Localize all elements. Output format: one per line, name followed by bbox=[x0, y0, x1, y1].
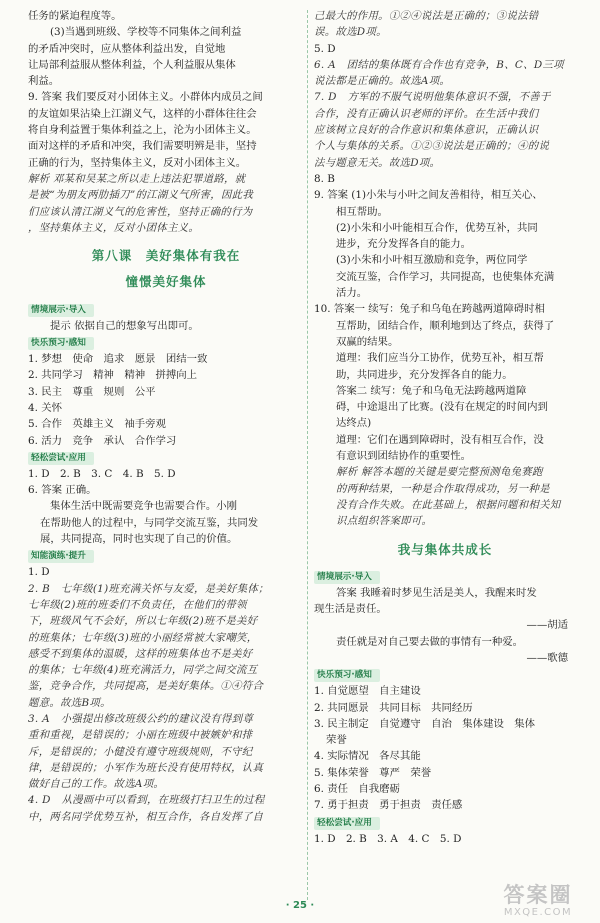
watermark-url: MXQE.COM bbox=[503, 907, 573, 918]
q9-answer-line: 正确的行为，坚持集体主义，反对小团体主义。 bbox=[28, 156, 247, 169]
section-title: 憧憬美好集体 bbox=[125, 274, 207, 290]
q9-answer-line: 活力。 bbox=[336, 287, 368, 300]
q10-answer-line: 达终点) bbox=[336, 417, 372, 430]
section-title: 我与集体共成长 bbox=[397, 541, 493, 557]
drill-line: 4. D 从漫画中可以看到，在班级打扫卫生的过程 bbox=[28, 794, 265, 807]
intro-line: 答案 我睡着时梦见生活是美人，我醒来时发 bbox=[336, 586, 537, 599]
q6-answer-line: 集体生活中既需要竞争也需要合作。小刚 bbox=[50, 500, 238, 513]
q5-answer: 5. D bbox=[314, 42, 336, 55]
q9-answer-line: 9. 答案 我们要反对小团体主义。小群体内成员之间 bbox=[28, 91, 263, 104]
preview-line: 1. 梦想 使命 追求 愿景 团结一致 bbox=[28, 353, 208, 366]
drill-line: 的班集体；七年级(3)班的小丽经常被大家嘲笑， bbox=[28, 631, 258, 644]
q9-answer-line: 将自身利益置于集体利益之上，沦为小团体主义。 bbox=[28, 124, 257, 137]
drill-line: 下，班级风气不会好，所以七年级(2)班不是美好 bbox=[28, 615, 258, 628]
section-tag-intro: 情境展示·导入 bbox=[314, 571, 380, 584]
section-tag-preview: 快乐预习·感知 bbox=[314, 669, 380, 682]
q6-answer-line: 展，共同提高，同时也实现了自己的价值。 bbox=[40, 533, 238, 546]
lesson-title: 第八课 美好集体有我在 bbox=[91, 248, 241, 264]
q8-answer: 8. B bbox=[314, 172, 335, 185]
q9-answer-line: 9. 答案 (1)小朱与小叶之间友善相待，相互关心、 bbox=[314, 189, 543, 202]
q9-answer-line: 面对这样的矛盾和冲突，我们需要明辨是非，坚持 bbox=[28, 140, 257, 153]
text-line: (3)当遇到班级、学校等不同集体之间利益 bbox=[50, 26, 242, 39]
quote-line: 责任就是对自己要去做的事情有一种爱。 bbox=[336, 635, 524, 648]
drill-line: 的集体；七年级(4)班充满活力，同学之间交流互 bbox=[28, 664, 258, 677]
q10-answer-line: 答案二 续写：兔子和乌龟无法跨越两道障 bbox=[336, 384, 527, 397]
section-tag-intro: 情境展示·导入 bbox=[28, 304, 94, 317]
preview-line: 6. 活力 竞争 承认 合作学习 bbox=[28, 434, 177, 447]
text-line: 利益。 bbox=[28, 75, 60, 88]
preview-line: 2. 共同愿景 共同目标 共同经历 bbox=[314, 701, 473, 714]
q9-analysis-line: 是被“为朋友两肋插刀”的江湖义气所害，因此我 bbox=[28, 189, 254, 202]
q9-answer-line: (3)小朱和小叶相互激励和竞争，两位同学 bbox=[336, 254, 528, 267]
drill-line: 中，两名同学优势互补，相互合作，各自发挥了自 bbox=[28, 810, 264, 823]
drill-line: 七年级(2)班的班委们不负责任，在他们的带领 bbox=[28, 598, 247, 611]
drill-line: 律，是错误的；小军作为班长没有使用特权，认真 bbox=[28, 761, 264, 774]
try-answers: 1. D 2. B 3. A 4. C 5. D bbox=[314, 832, 462, 845]
q10-answer-line: 道理：我们应当分工协作，优势互补，相互帮 bbox=[336, 352, 544, 365]
drill-line: 感受不到集体的温暖，这样的班集体也不是美好 bbox=[28, 647, 253, 660]
q9-answer-line: 的友谊如果沾染上江湖义气，这样的小群体往往会 bbox=[28, 107, 257, 120]
preview-line: 6. 责任 自我磨砺 bbox=[314, 783, 400, 796]
section-tag-preview: 快乐预习·感知 bbox=[28, 337, 94, 350]
q10-answer-line: 有意识到团结协作的重要性。 bbox=[336, 450, 472, 463]
drill-line: 3. A 小强提出修改班级公约的建议没有得到尊 bbox=[28, 712, 254, 725]
q7-answer-line: 法与题意无关。故选D项。 bbox=[314, 156, 441, 169]
preview-line: 1. 自觉愿望 自主建设 bbox=[314, 685, 421, 698]
section-tag-try: 轻松尝试·应用 bbox=[28, 452, 94, 465]
watermark-logo bbox=[482, 883, 594, 919]
q9-answer-line: (2)小朱和小叶能相互合作，优势互补，共同 bbox=[336, 221, 538, 234]
drill-line: 鉴，竞争合作，共同提高，是美好集体。①④符合 bbox=[28, 680, 264, 693]
text-line: 误。故选D项。 bbox=[314, 26, 387, 39]
intro-line: 现生活是责任。 bbox=[314, 603, 387, 616]
preview-line: 7. 勇于担责 勇于担责 责任感 bbox=[314, 799, 463, 812]
q9-analysis-line: 们应该认清江湖义气的危害性，坚持正确的行为 bbox=[28, 205, 253, 218]
preview-line: 2. 共同学习 精神 精神 拼搏向上 bbox=[28, 369, 198, 382]
drill-line: 2. B 七年级(1)班充满关怀与友爱，是美好集体； bbox=[28, 582, 269, 595]
section-tag-try: 轻松尝试·应用 bbox=[314, 817, 380, 830]
q10-answer-line: 道理：它们在遇到障碍时，没有相互合作，没 bbox=[336, 433, 544, 446]
drill-line: 做好自己的工作。故选A项。 bbox=[28, 778, 165, 791]
drill-line: 斥，是错误的；小健没有遵守班级规则，不守纪 bbox=[28, 745, 253, 758]
q10-analysis-line: 没有合作失败。在此基础上，根据问题和相关知 bbox=[336, 498, 561, 511]
q10-analysis-line: 识点组织答案即可。 bbox=[336, 515, 433, 528]
q7-answer-line: 应该树立良好的合作意识和集体意识，正确认识 bbox=[314, 124, 539, 137]
section-tag-drill: 知能演练·提升 bbox=[28, 550, 94, 563]
q9-answer-line: 相互帮助。 bbox=[336, 205, 388, 218]
q6-answer-line: 在帮助他人的过程中，与同学交流互鉴，共同发 bbox=[40, 516, 259, 529]
right-column bbox=[314, 8, 576, 847]
quote-attribution: ——胡适 bbox=[526, 619, 568, 632]
q6-answer-line: 说法都是正确的。故选A项。 bbox=[314, 75, 451, 88]
q7-answer-line: 7. D 方军的不服气说明他集体意识不强，不善于 bbox=[314, 91, 551, 104]
intro-text: 提示 依据自己的想象写出即可。 bbox=[50, 319, 199, 332]
drill-line: 题意。故选B项。 bbox=[28, 696, 111, 709]
q6-answer-line: 6. A 团结的集体既有合作也有竞争，B、C、D三项 bbox=[314, 58, 564, 71]
q7-answer-line: 个人与集体的关系。①②③说法是正确的；④的说 bbox=[314, 140, 550, 153]
watermark-text: 答案圈 bbox=[503, 883, 573, 907]
q6-answer-line: 6. 答案 正确。 bbox=[28, 484, 97, 497]
preview-line: 5. 集体荣誉 尊严 荣誉 bbox=[314, 766, 432, 779]
column-divider bbox=[307, 10, 308, 900]
preview-line: 4. 实际情况 各尽其能 bbox=[314, 750, 421, 763]
q10-analysis-line: 的两种结果，一种是合作取得成功，另一种是 bbox=[336, 482, 550, 495]
left-column bbox=[28, 8, 304, 825]
q10-analysis-line: 解析 解答本题的关键是要完整预测龟兔赛跑 bbox=[336, 466, 543, 479]
q7-answer-line: 合作，没有正确认识老师的评价。在生活中我们 bbox=[314, 107, 539, 120]
q10-answer-line: 双赢的结果。 bbox=[336, 335, 399, 348]
q9-analysis-line: ，坚持集体主义，反对小团体主义。 bbox=[28, 221, 200, 234]
q9-answer-line: 交流互鉴，合作学习，共同提高，也使集体充满 bbox=[336, 270, 555, 283]
page-number: · 25 · bbox=[285, 900, 315, 911]
text-line: 己最大的作用。①②④说法是正确的；③说法错 bbox=[314, 10, 539, 22]
q10-answer-line: 互帮助，团结合作，顺利地到达了终点，获得了 bbox=[336, 319, 555, 332]
preview-line: 3. 民主 尊重 规则 公平 bbox=[28, 385, 156, 398]
preview-line: 4. 关怀 bbox=[28, 401, 62, 414]
try-answers: 1. D 2. B 3. C 4. B 5. D bbox=[28, 467, 176, 480]
drill-line: 1. D bbox=[28, 566, 50, 579]
text-line: 的矛盾冲突时，应从整体利益出发，自觉地 bbox=[28, 42, 226, 55]
q9-answer-line: 进步，充分发挥各自的能力。 bbox=[336, 238, 472, 251]
preview-line: 荣誉 bbox=[326, 734, 347, 747]
text-line: 任务的紧迫程度等。 bbox=[28, 10, 122, 22]
q10-answer-line: 助，共同进步，充分发挥各自的能力。 bbox=[336, 368, 513, 381]
preview-line: 5. 合作 英雄主义 袖手旁观 bbox=[28, 418, 166, 431]
text-line: 让局部利益服从整体利益，个人利益服从集体 bbox=[28, 58, 236, 71]
drill-line: 重和重视，是错误的；小丽在班级中被嫉妒和排 bbox=[28, 729, 253, 742]
q10-answer-line: 10. 答案一 续写：兔子和乌龟在跨越两道障碍时相 bbox=[314, 303, 545, 316]
quote-attribution: ——歌德 bbox=[526, 651, 568, 664]
q9-analysis-line: 解析 邓某和吴某之所以走上违法犯罪道路，就 bbox=[28, 172, 246, 185]
preview-line: 3. 民主制定 自觉遵守 自治 集体建设 集体 bbox=[314, 717, 536, 730]
q10-answer-line: 碍，中途退出了比赛。(没有在规定的时间内到 bbox=[336, 401, 548, 414]
